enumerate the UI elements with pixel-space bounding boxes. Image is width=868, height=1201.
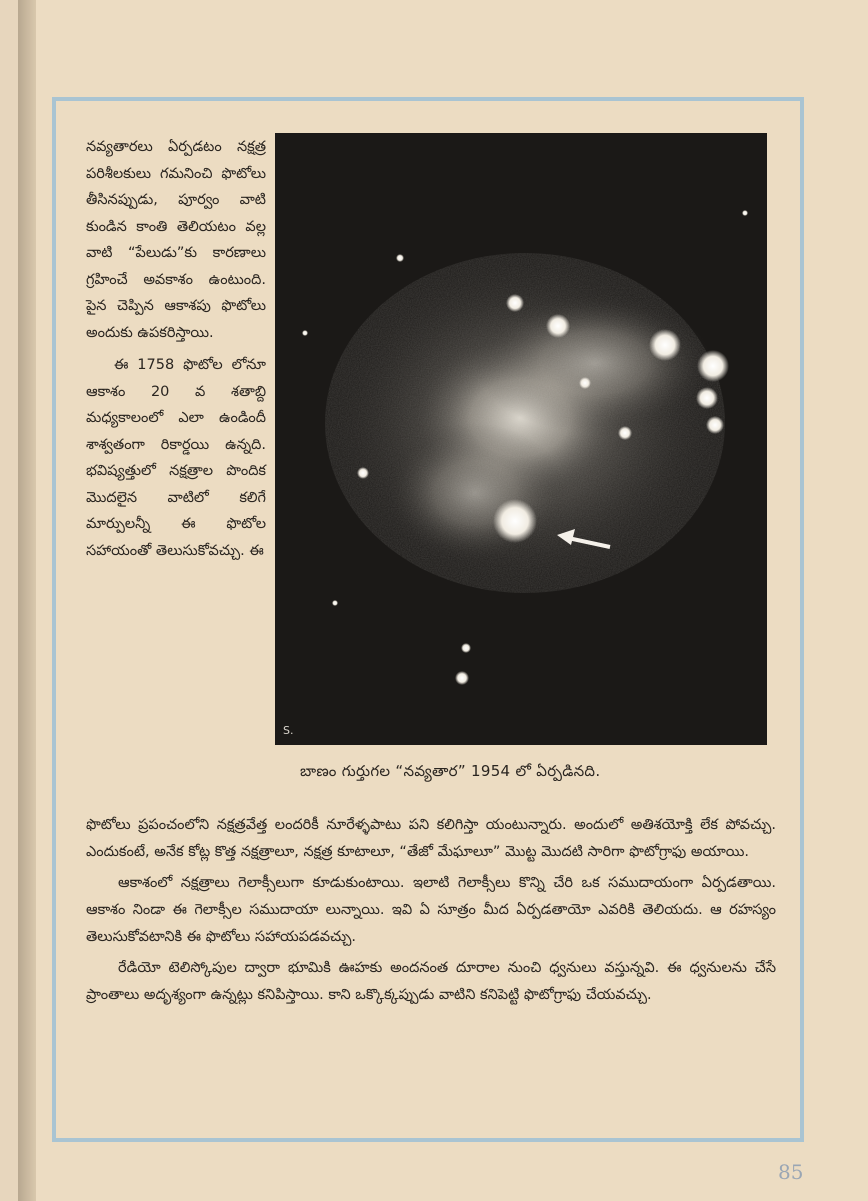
page-number: 85 [778, 1160, 804, 1184]
side-column-text [86, 134, 266, 564]
photo-caption: బాణం గుర్తుగల “నవ్యతార” 1954 లో ఏర్పడినది. [300, 762, 601, 780]
nova-photograph [275, 133, 767, 745]
page-binding-edge [18, 0, 36, 1201]
photo-mark: S. [283, 724, 294, 737]
body-paragraph-1: ఫొటోలు ప్రపంచంలోని నక్షత్రవేత్త లందరికీ నూరేళ్ళపాటు పని కలిగిస్తా యంటున్నారు. అందులో అతిశయోక్తి లేక పోవచ్చు. ఎందుకంటే, అనేక కోట్ల కొత్త నక్షత్రాలూ, నక్షత్ర కూటాలూ, “తేజో మేఘాలూ” మొట్ట మొదటి సారిగా ఫొటోగ్రాఫు అయాయి. [86, 817, 776, 860]
galaxy-image [275, 133, 767, 745]
body-paragraph-3: రేడియో టెలిస్కోపుల ద్వారా భూమికి ఊహకు అందనంత దూరాల నుంచి ధ్వనులు వస్తున్నవి. ఈ ధ్వనులను చేసే ప్రాంతాలు అదృశ్యంగా ఉన్నట్లు కనిపిస్తాయి. కాని ఒక్కొక్కప్పుడు వాటిని కనిపెట్టి ఫొటోగ్రాఫు చేయవచ్చు. [86, 960, 776, 1003]
body-paragraph-2: ఆకాశంలో నక్షత్రాలు గెలాక్సీలుగా కూడుకుంటాయి. ఇలాటి గెలాక్సీలు కొన్ని చేరి ఒక సముదాయంగా ఏర్పడతాయి. ఆకాశం నిండా ఈ గెలాక్సీల సముదాయా లున్నాయి. ఇవి ఏ సూత్రం మీద ఏర్పడతాయో ఎవరికి తెలియదు. ఆ రహస్యం తెలుసుకోవటానికి ఈ ఫొటోలు సహాయపడవచ్చు. [86, 875, 776, 945]
side-paragraph-1: నవ్యతారలు ఏర్పడటం నక్షత్ర పరిశీలకులు గమనించి ఫొటోలు తీసినప్పుడు, పూర్వం వాటి కుండిన కాంతి తెలియటం వల్ల వాటి “పేలుడు”కు కారణాలు గ్రహించే అవకాశం ఉంటుంది. పైన చెప్పిన ఆకాశపు ఫొటోలు అందుకు ఉపకరిస్తాయి. [86, 139, 266, 341]
side-paragraph-2: ఈ 1758 ఫొటోల లోనూ ఆకాశం 20 వ శతాబ్ది మధ్యకాలంలో ఎలా ఉండిందీ శాశ్వతంగా రికార్డయి ఉన్నది. భవిష్యత్తులో నక్షత్రాల పొందిక మొదలైన వాటిలో కలిగే మార్పులన్నీ ఈ ఫొటోల సహాయంతో తెలుసుకోవచ్చు. ఈ [86, 357, 266, 559]
body-text [86, 812, 776, 1009]
